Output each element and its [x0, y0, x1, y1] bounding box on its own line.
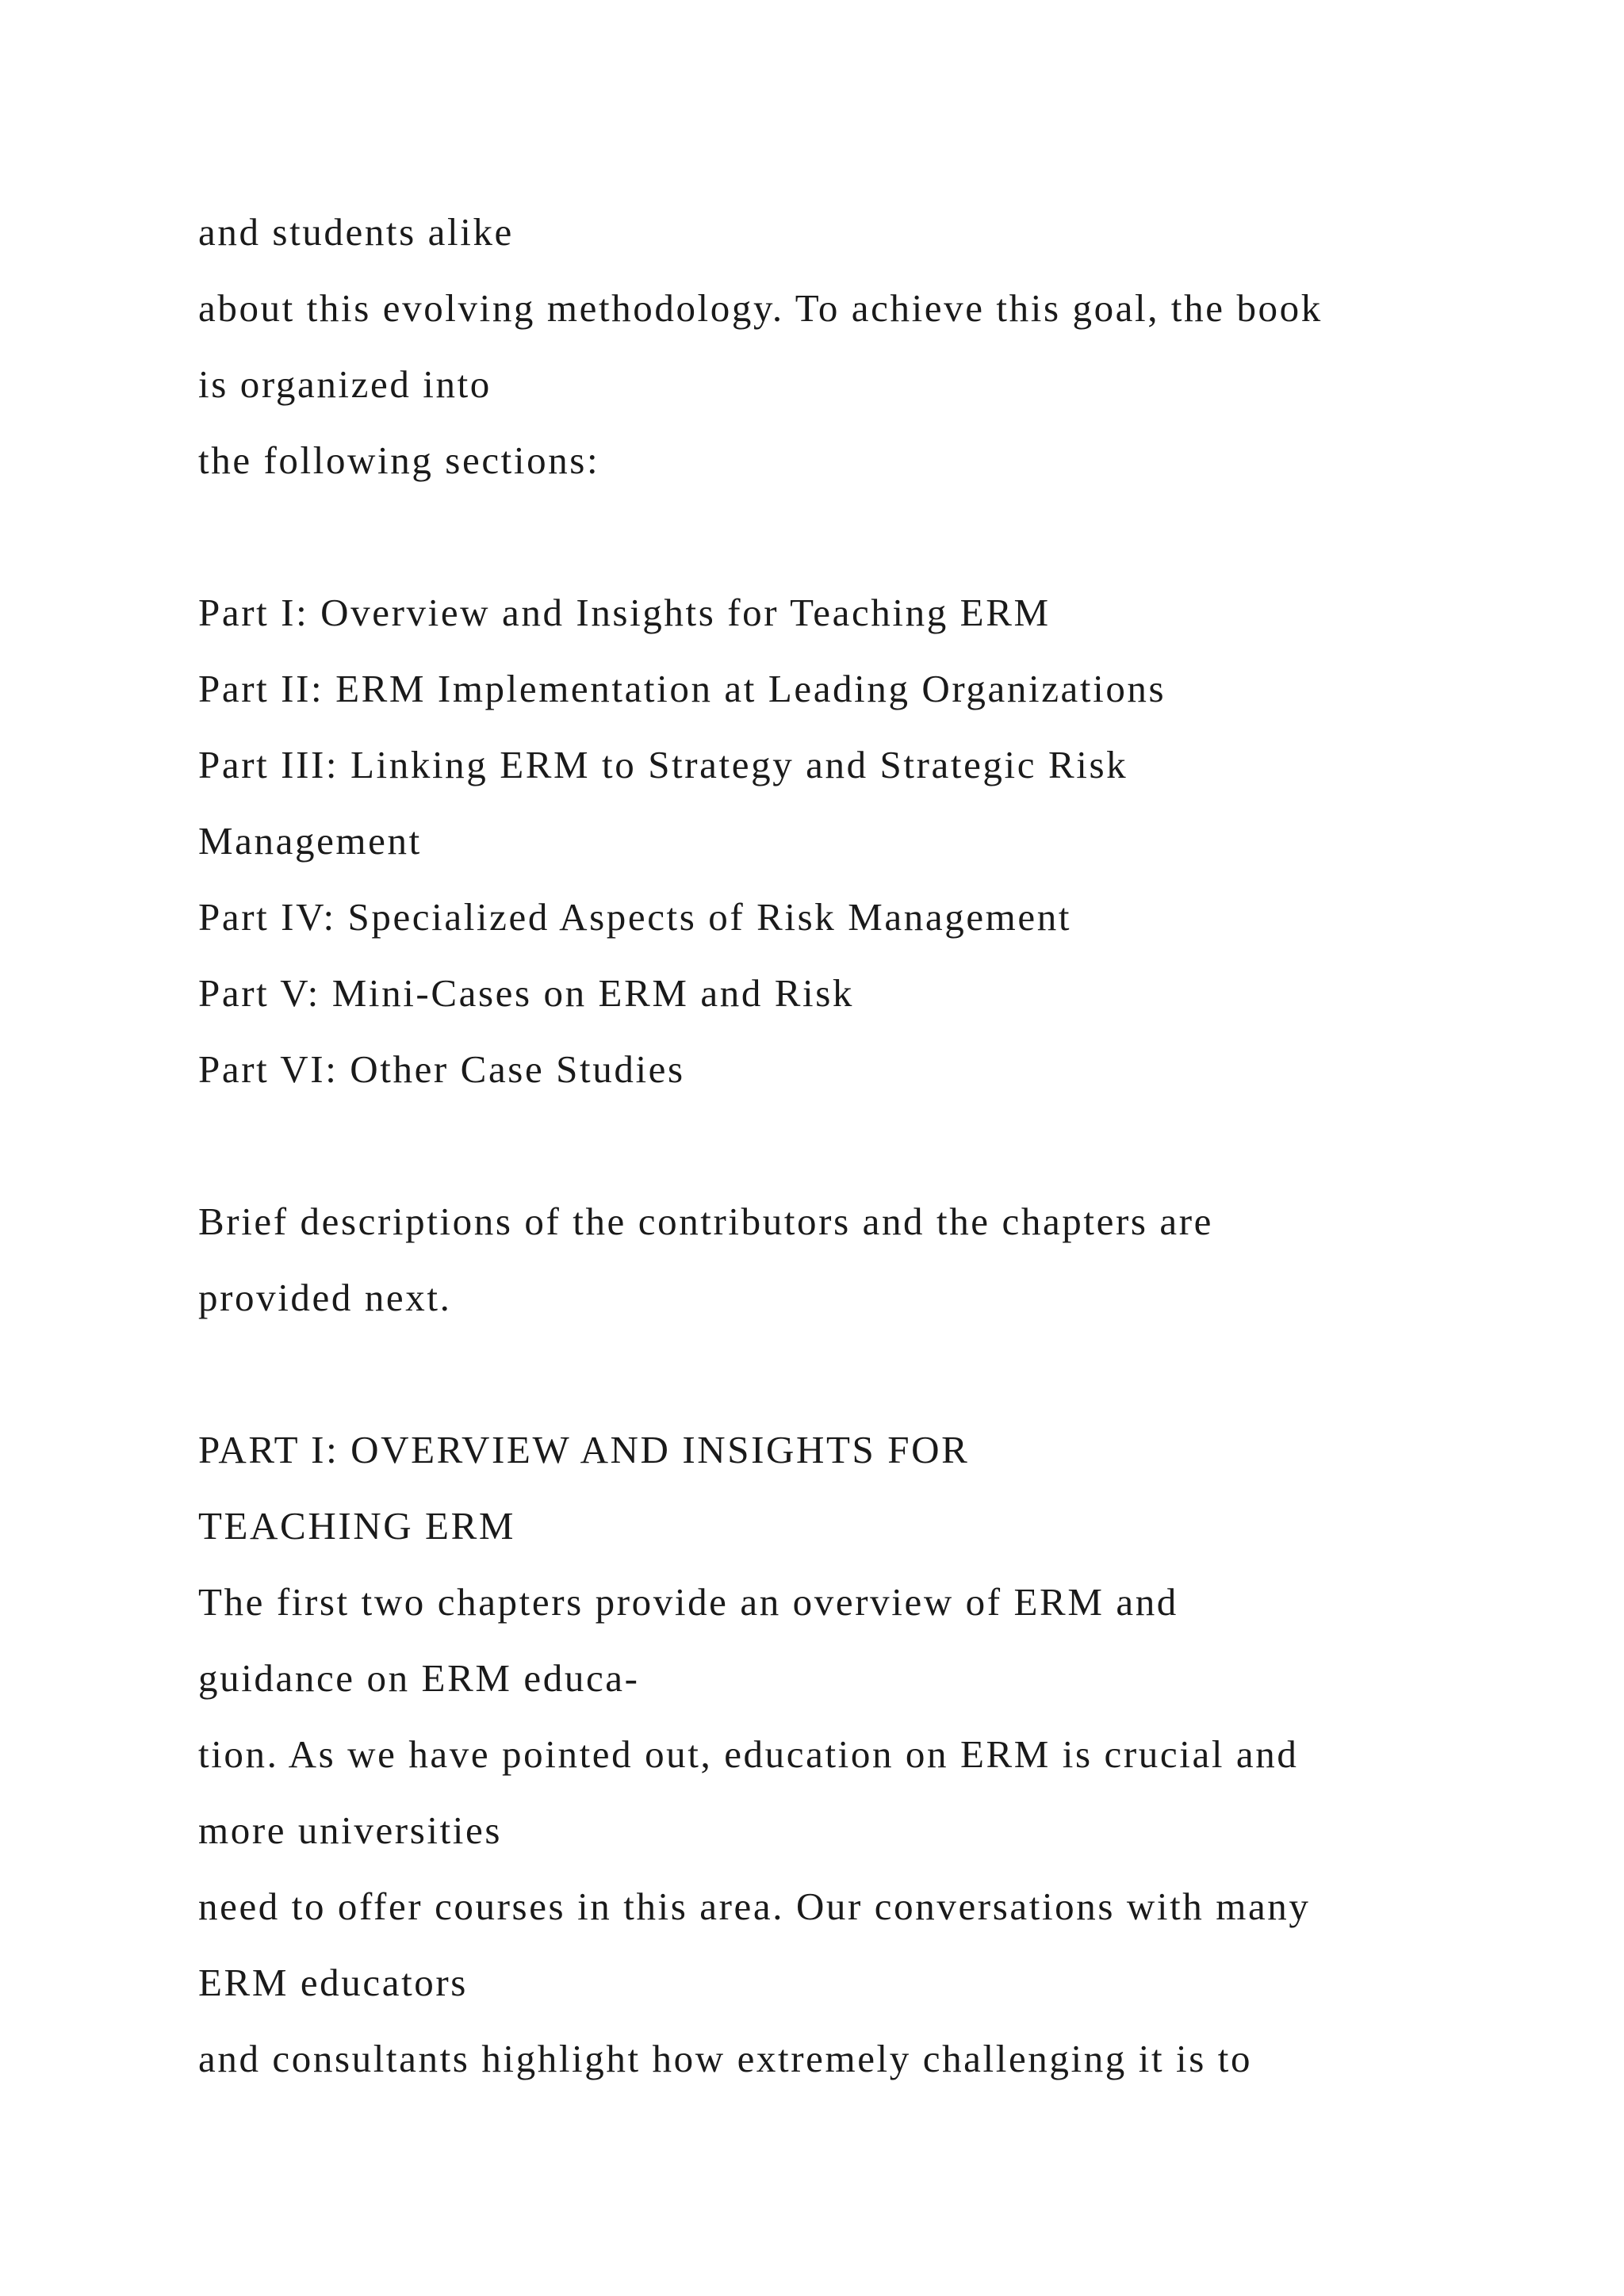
section-list-item: Part V: Mini-Cases on ERM and Risk: [198, 971, 855, 1015]
intro-line: is organized into: [198, 362, 492, 406]
section-list-item: Part III: Linking ERM to Strategy and Strategic Risk: [198, 743, 1128, 786]
intro-line: the following sections:: [198, 438, 600, 482]
brief-line: Brief descriptions of the contributors and the chapters are: [198, 1200, 1214, 1243]
part1-body-line: need to offer courses in this area. Our conversations with many: [198, 1885, 1311, 1928]
part1-body-line: tion. As we have pointed out, education on ERM is crucial and: [198, 1732, 1299, 1776]
part1-heading-line: PART I: OVERVIEW AND INSIGHTS FOR: [198, 1428, 970, 1471]
section-list-item: Management: [198, 819, 422, 863]
paragraph-break: [198, 1108, 1507, 1184]
brief-line: provided next.: [198, 1276, 452, 1319]
part1-body-line: guidance on ERM educa-: [198, 1656, 640, 1700]
intro-line: and students alike: [198, 210, 514, 254]
part1-body-line: more universities: [198, 1808, 503, 1852]
intro-line: about this evolving methodology. To achieve this goal, the book: [198, 286, 1323, 330]
part1-body-line: and consultants highlight how extremely challenging it is to: [198, 2037, 1253, 2080]
section-list-item: Part II: ERM Implementation at Leading Organizations: [198, 667, 1166, 710]
part1-body-line: The first two chapters provide an overview of ERM and: [198, 1580, 1178, 1624]
body-text: [198, 194, 1507, 2097]
section-list-item: Part I: Overview and Insights for Teaching ERM: [198, 591, 1051, 634]
paragraph-break: [198, 1336, 1507, 1412]
section-list-item: Part IV: Specialized Aspects of Risk Management: [198, 895, 1072, 939]
section-list-item: Part VI: Other Case Studies: [198, 1047, 685, 1091]
part1-heading-line: TEACHING ERM: [198, 1504, 516, 1548]
paragraph-break: [198, 499, 1507, 575]
part1-body-line: ERM educators: [198, 1961, 468, 2004]
